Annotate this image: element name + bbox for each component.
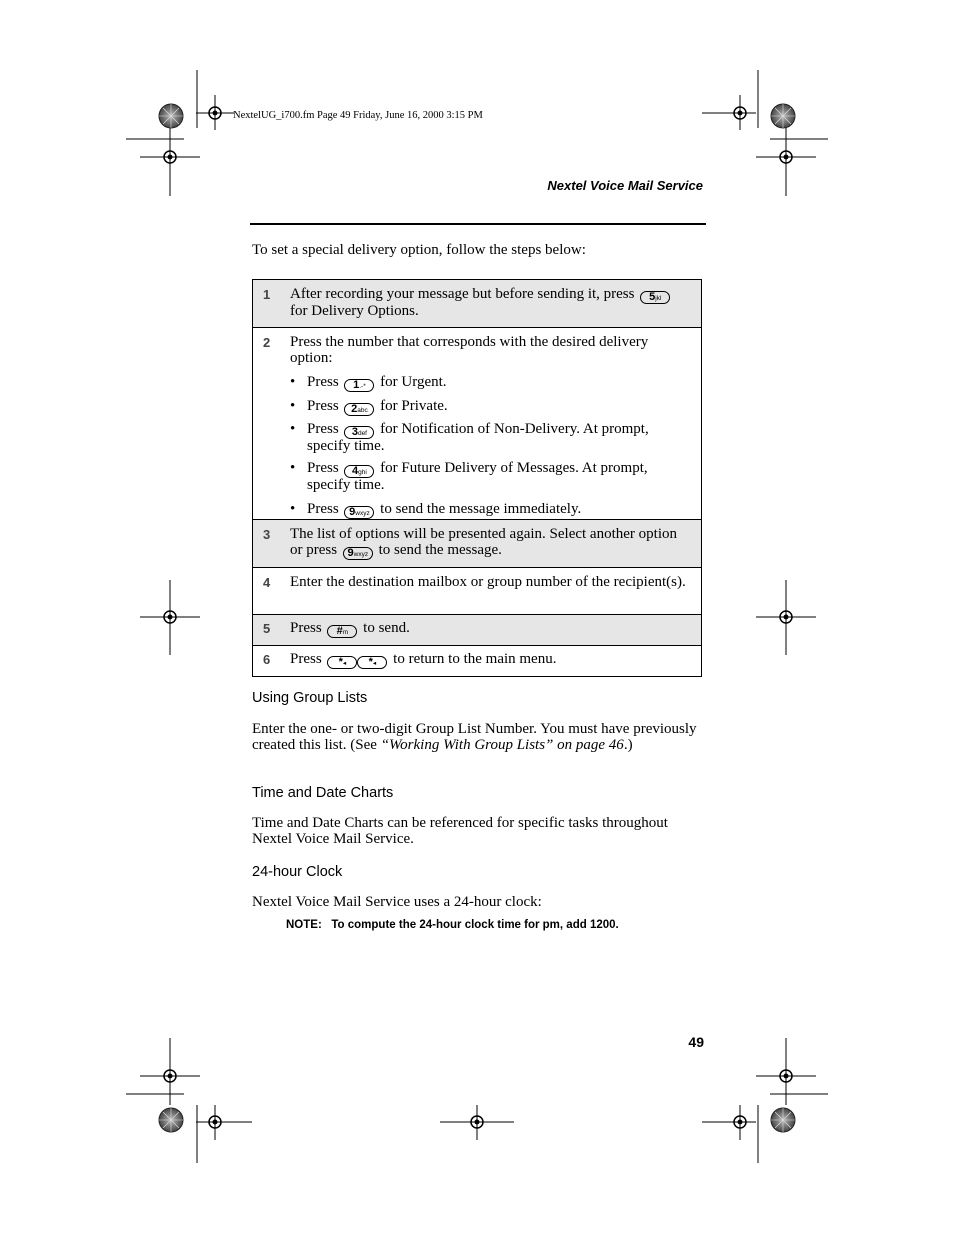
list-item: • Press 4ghi for Future Delivery of Messages. At prompt, specify time. <box>290 461 693 494</box>
step-row-4 <box>253 568 701 615</box>
group-lists-paragraph: Enter the one- or two-digit Group List Number. You must have previously created this list. (See “Working With Group Lists” on page 46.) <box>252 721 697 753</box>
step-number: 4 <box>263 575 271 590</box>
running-head: Nextel Voice Mail Service <box>547 178 703 193</box>
section-heading-time-charts: Time and Date Charts <box>252 785 394 801</box>
steps-table <box>252 279 702 677</box>
key-5-icon: 5jkl <box>640 291 670 304</box>
step-number: 5 <box>263 621 271 636</box>
section-heading-24-hour-clock: 24-hour Clock <box>252 864 343 880</box>
step-number: 1 <box>263 287 271 302</box>
key-9-icon: 9wxyz <box>343 547 373 560</box>
step-row-3 <box>253 520 701 568</box>
section-heading-group-lists: Using Group Lists <box>252 690 368 706</box>
step-row-6 <box>253 646 701 676</box>
page-number: 49 <box>688 1034 704 1050</box>
step-text: The list of options will be presented again. Select another option or press 9wxyz to send the message. <box>290 526 677 559</box>
note-label: NOTE: <box>286 919 322 931</box>
list-item: • Press 1.-* for Urgent. <box>290 375 693 392</box>
intro-text: To set a special delivery option, follow the steps below: <box>252 242 586 258</box>
step-row-2 <box>253 328 701 520</box>
cross-reference-link[interactable]: “Working With Group Lists” on page 46 <box>380 736 624 753</box>
step-row-1 <box>253 280 701 328</box>
key-star-icon: *◂ <box>357 656 387 669</box>
print-slug: NextelUG_i700.fm Page 49 Friday, June 16, 2000 3:15 PM <box>233 110 483 121</box>
step-number: 3 <box>263 527 271 542</box>
header-rule <box>250 223 706 225</box>
key-9-icon: 9wxyz <box>344 506 374 519</box>
step-row-5 <box>253 615 701 646</box>
key-2-icon: 2abc <box>344 403 374 416</box>
step-text: Press the number that corresponds with the desired delivery option: • Press 1.-* for Urgent. • Press 2abc for Private. • Press 3def for Notification of Non-Delivery. At prompt, specify time. • Press 4ghi for Future Delivery of Messages. At prompt, specify time. • Press 9wxyz to send the message immediately. <box>290 335 701 519</box>
delivery-options-list <box>290 375 693 519</box>
key-4-icon: 4ghi <box>344 465 374 478</box>
time-charts-paragraph: Time and Date Charts can be referenced for specific tasks throughout Nextel Voice Mail Service. <box>252 815 668 847</box>
key-1-icon: 1.-* <box>344 379 374 392</box>
step-number: 6 <box>263 652 271 667</box>
clock-paragraph: Nextel Voice Mail Service uses a 24-hour clock: <box>252 894 542 910</box>
note <box>286 919 619 931</box>
key-pound-icon: #m <box>327 625 357 638</box>
note-text: To compute the 24-hour clock time for pm, add 1200. <box>331 919 619 931</box>
step-text: After recording your message but before sending it, press 5jkl for Delivery Options. <box>290 287 701 327</box>
step-text: Press *◂ *◂ to return to the main menu. <box>290 651 557 668</box>
step-text: Press #m to send. <box>290 620 410 637</box>
list-item: • Press 9wxyz to send the message immediately. <box>290 502 693 519</box>
key-star-icon: *◂ <box>327 656 357 669</box>
list-item: • Press 3def for Notification of Non-Delivery. At prompt, specify time. <box>290 422 693 455</box>
step-number: 2 <box>263 335 271 350</box>
key-3-icon: 3def <box>344 426 374 439</box>
list-item: • Press 2abc for Private. <box>290 399 693 416</box>
step-text: Enter the destination mailbox or group number of the recipient(s). <box>290 574 686 590</box>
